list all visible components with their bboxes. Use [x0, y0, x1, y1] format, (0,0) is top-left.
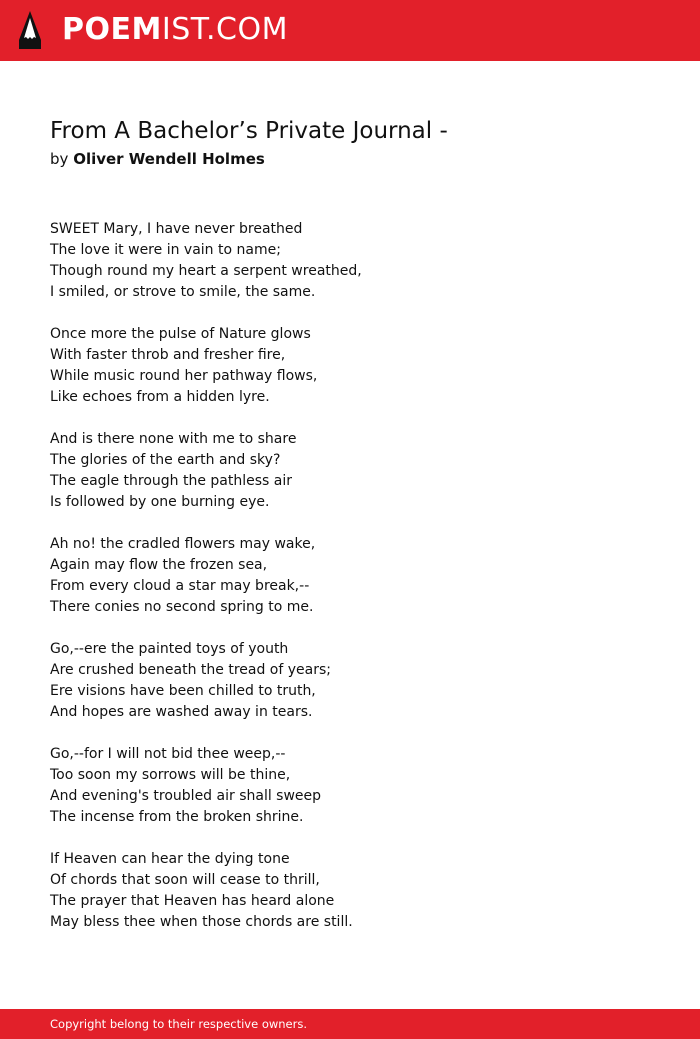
poem-stanza: [50, 324, 362, 408]
poem-stanza: [50, 744, 362, 828]
poem-line: Though round my heart a serpent wreathed,: [50, 263, 362, 279]
logo-wordmark-light: IST.COM: [161, 12, 288, 47]
poem-line: From every cloud a star may break,--: [50, 578, 310, 594]
poem-stanza: [50, 534, 362, 618]
poem-line: Too soon my sorrows will be thine,: [50, 767, 291, 783]
poem-line: The eagle through the pathless air: [50, 473, 292, 489]
poem-line: Again may flow the frozen sea,: [50, 557, 268, 573]
poem-line: Like echoes from a hidden lyre.: [50, 389, 270, 405]
poem-line: Of chords that soon will cease to thrill,: [50, 872, 320, 888]
poem-line: Is followed by one burning eye.: [50, 494, 270, 510]
poem-line: The glories of the earth and sky?: [50, 452, 281, 468]
poem-line: And evening's troubled air shall sweep: [50, 788, 322, 804]
poem-line: And hopes are washed away in tears.: [50, 704, 313, 720]
pencil-tip-icon: [18, 10, 42, 50]
poem-line: SWEET Mary, I have never breathed: [50, 221, 303, 237]
copyright-notice: Copyright belong to their respective owners.: [50, 1017, 308, 1031]
site-header: [0, 0, 700, 61]
poem-stanza: [50, 639, 362, 723]
by-label: by: [50, 150, 69, 168]
site-footer: [0, 1009, 700, 1039]
poem-author: Oliver Wendell Holmes: [73, 150, 265, 168]
site-logo-link[interactable]: [62, 12, 288, 48]
poem-line: I smiled, or strove to smile, the same.: [50, 284, 316, 300]
poem-line: Go,--for I will not bid thee weep,--: [50, 746, 286, 762]
poem-line: Ah no! the cradled flowers may wake,: [50, 536, 316, 552]
poem-line: Are crushed beneath the tread of years;: [50, 662, 331, 678]
poem-line: The love it were in vain to name;: [50, 242, 281, 258]
poem-line: With faster throb and fresher fire,: [50, 347, 286, 363]
poem-title: From A Bachelor’s Private Journal -: [50, 118, 448, 144]
logo-wordmark-bold: POEM: [62, 12, 162, 47]
poem-byline: [50, 149, 265, 169]
poem-line: If Heaven can hear the dying tone: [50, 851, 290, 867]
poem-body: [50, 219, 362, 954]
poem-line: And is there none with me to share: [50, 431, 297, 447]
poem-line: Go,--ere the painted toys of youth: [50, 641, 289, 657]
poem-line: There conies no second spring to me.: [50, 599, 314, 615]
poem-stanza: [50, 849, 362, 933]
poem-line: The prayer that Heaven has heard alone: [50, 893, 335, 909]
poem-stanza: [50, 219, 362, 303]
poem-line: Once more the pulse of Nature glows: [50, 326, 311, 342]
poem-line: Ere visions have been chilled to truth,: [50, 683, 316, 699]
poem-line: May bless thee when those chords are still.: [50, 914, 353, 930]
poem-line: While music round her pathway flows,: [50, 368, 318, 384]
poem-stanza: [50, 429, 362, 513]
poem-line: The incense from the broken shrine.: [50, 809, 304, 825]
